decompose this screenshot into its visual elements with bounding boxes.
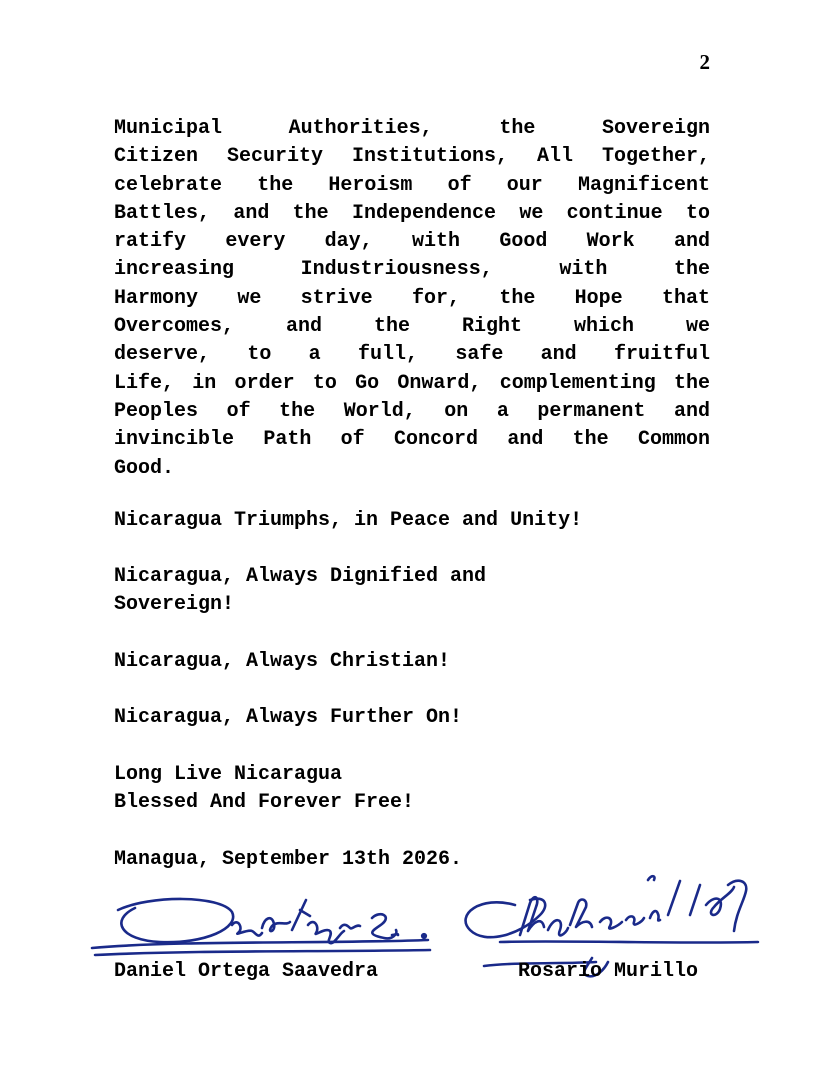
body-line: Good.: [114, 456, 175, 480]
body-line: ratify every day, with Good Work and: [114, 230, 710, 254]
body-line: Overcomes, and the Right which we: [114, 315, 710, 339]
signatory-left-name: Daniel Ortega Saavedra: [114, 960, 379, 983]
slogan-dignified-line2: Sovereign!: [114, 593, 235, 616]
body-line: Life, in order to Go Onward, complementing the: [114, 371, 710, 395]
body-line: increasing Industriousness, with the: [114, 258, 710, 282]
slogan-triumphs: Nicaragua Triumphs, in Peace and Unity!: [114, 509, 583, 532]
place-and-date: Managua, September 13th 2026.: [114, 848, 463, 871]
body-line: Peoples of the World, on a permanent and: [114, 399, 710, 423]
slogan-dignified-line1: Nicaragua, Always Dignified and: [114, 565, 487, 588]
body-line: celebrate the Heroism of our Magnificent: [114, 173, 710, 197]
body-line: Municipal Authorities, the Sovereign: [114, 117, 710, 140]
body-line: Harmony we strive for, the Hope that: [114, 286, 710, 310]
body-paragraph: [114, 115, 710, 483]
page-number: 2: [699, 50, 710, 74]
body-line: Citizen Security Institutions, All Together,: [114, 145, 710, 169]
body-line: invincible Path of Concord and the Common: [114, 428, 710, 452]
slogan-long-live-line2: Blessed And Forever Free!: [114, 791, 415, 814]
signature-left-icon: [92, 899, 430, 955]
slogan-long-live-line1: Long Live Nicaragua: [114, 763, 343, 786]
slogan-further-on: Nicaragua, Always Further On!: [114, 706, 463, 729]
body-line: deserve, to a full, safe and fruitful: [114, 343, 710, 367]
body-line: Battles, and the Independence we continue to: [114, 201, 710, 225]
signatory-right-name: Rosario Murillo: [518, 960, 699, 983]
slogan-christian: Nicaragua, Always Christian!: [114, 650, 451, 673]
